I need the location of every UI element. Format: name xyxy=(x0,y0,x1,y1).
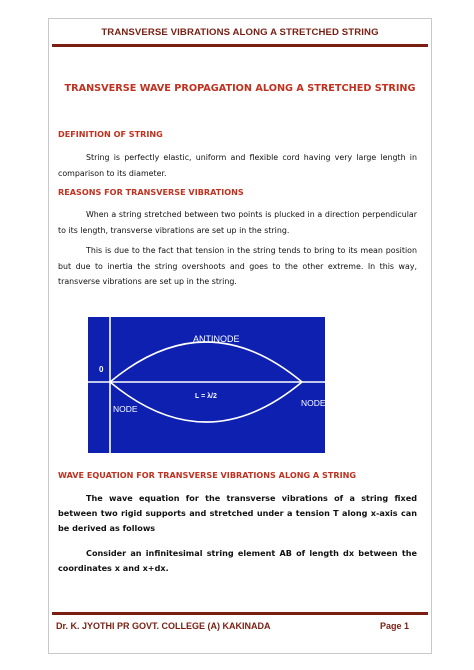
footer-page-number: Page 1 xyxy=(380,621,410,631)
reasons-heading: REASONS FOR TRANSVERSE VIBRATIONS xyxy=(58,187,244,197)
definition-heading: DEFINITION OF STRING xyxy=(58,129,163,139)
reasons-paragraph-1 xyxy=(58,207,417,238)
page-title: TRANSVERSE WAVE PROPAGATION ALONG A STRETCHED STRING xyxy=(64,83,416,94)
wave-equation-heading: WAVE EQUATION FOR TRANSVERSE VIBRATIONS ALONG A STRING xyxy=(58,470,357,480)
footer-author: Dr. K. JYOTHI PR GOVT. COLLEGE (A) KAKINADA xyxy=(56,621,271,631)
wave-equation-text-1: The wave equation for the transverse vibrations of a string fixed between two rigid supports and stretched under a tension T along x-axis can be derived as follows xyxy=(58,493,417,534)
standing-wave-svg xyxy=(88,317,325,453)
standing-wave-figure xyxy=(88,317,325,453)
definition-paragraph xyxy=(58,150,417,181)
reasons-text-2: This is due to the fact that tension in the string tends to bring to its mean position but due to inertia the string overshoots and goes to the other extreme. In this way, transverse vibrations are set up in the string. xyxy=(58,246,417,287)
reasons-paragraph-2 xyxy=(58,243,417,290)
wave-equation-paragraph-2 xyxy=(58,546,417,576)
origin-label: 0 xyxy=(99,365,104,374)
header-rule xyxy=(52,44,428,47)
footer-rule xyxy=(52,612,428,615)
length-label: L = λ/2 xyxy=(195,393,217,400)
running-header: TRANSVERSE VIBRATIONS ALONG A STRETCHED STRING xyxy=(101,27,379,38)
node-right-label: NODE xyxy=(301,398,325,408)
wave-equation-text-2: Consider an infinitesimal string element AB of length dx between the coordinates x and x+dx. xyxy=(58,548,417,574)
definition-text: String is perfectly elastic, uniform and flexible cord having very large length in comparison to its diameter. xyxy=(58,153,417,178)
wave-equation-paragraph-1 xyxy=(58,491,417,537)
node-left-label: NODE xyxy=(113,404,138,414)
antinode-label: ANTINODE xyxy=(193,334,240,344)
reasons-text-1: When a string stretched between two points is plucked in a direction perpendicular to its length, transverse vibrations are set up in the string. xyxy=(58,210,417,235)
